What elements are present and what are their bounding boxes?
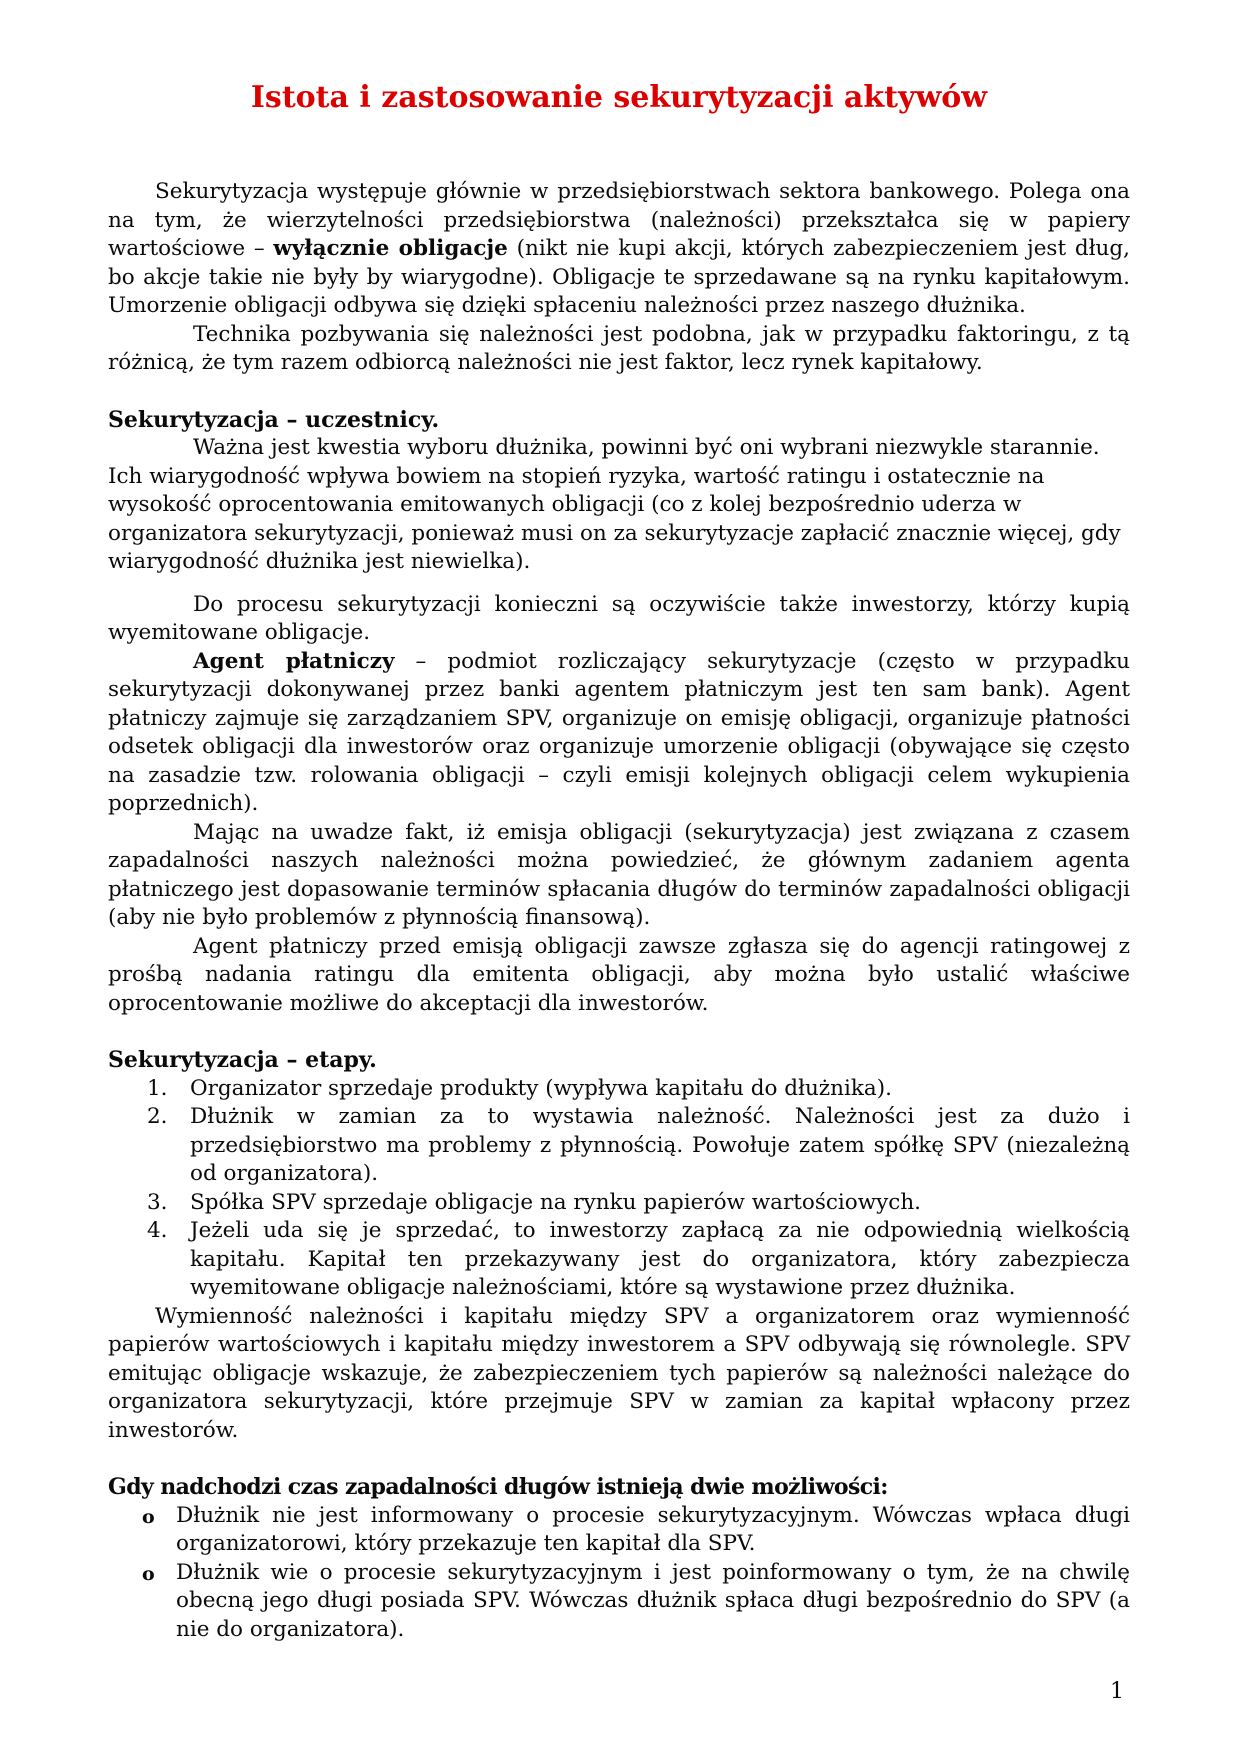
list-item-number: 4. [147,1218,168,1243]
paying-agent-bold-run: Agent płatniczy [193,648,395,674]
stages-numbered-list [108,1075,1130,1303]
participants-paragraph-1: Ważna jest kwestia wyboru dłużnika, powinni być oni wybrani niezwykle starannie. Ich wiarygodność wpływa bowiem na stopień ryzyka, wartość ratingu i ostatecznie na wysokość oprocentowania emitowanych obligacji (co z kolej bezpośrednio uderza w organizatora sekurytyzacji, ponieważ musi on za sekurytyzacje zapłacić znacznie więcej, gdy wiarygodność dłużnika jest niewielka). [108,435,1121,574]
list-item [147,1075,1130,1104]
list-item-text: Spółka SPV sprzedaje obligacje na rynku papierów wartościowych. [190,1189,922,1215]
stages-closing-paragraph: Wymienność należności i kapitału między SPV a organizatorem oraz wymienność papierów wartościowych i kapitału między inwestorem a SPV odbywają się równolegle. SPV emitując obligacje wskazuje, że zabezpieczeniem tych papierów są należności należące do organizatora sekurytyzacji, które przejmuje SPV w zamian za kapitał wpłacony przez inwestorów. [108,1303,1130,1443]
list-item [147,1103,1130,1189]
list-item-text: Dłużnik wie o procesie sekurytyzacyjnym i jest poinformowany o tym, że na chwilę obecną jego długi posiada SPV. Wówczas dłużnik spłaca długi bezpośrednio do SPV (a nie do organizatora). [176,1559,1130,1642]
section-heading-participants: Sekurytyzacja – uczestnicy. [108,406,440,433]
list-item [147,1217,1130,1303]
participants-paragraph-5: Agent płatniczy przed emisją obligacji zawsze zgłasza się do agencji ratingowej z prośbą nadania ratingu dla emitenta obligacji, aby można było ustalić właściwe oprocentowanie możliwe do akceptacji dla inwestorów. [108,933,1130,1016]
paying-agent-text: – podmiot rozliczający sekurytyzacje (często w przypadku sekurytyzacji dokonywanej przez banki agentem płatniczym jest ten sam bank). Agent płatniczy zajmuje się zarządzaniem SPV, organizuje on emisję obligacji, organizuje płatności odsetek obligacji dla inwestorów oraz organizuje umorzenie obligacji (obywające się często na zasadzie tzw. rolowania obligacji – czyli emisji kolejnych obligacji celem wykupienia poprzednich). [108,648,1130,816]
list-item [142,1502,1130,1559]
page-number: 1 [1110,1679,1124,1704]
participants-paragraph-2: Do procesu sekurytyzacji konieczni są oczywiście także inwestorzy, którzy kupią wyemitowane obligacje. [108,591,1130,645]
participants-paragraph-4: Mając na uwadze fakt, iż emisja obligacji (sekurytyzacja) jest związana z czasem zapadalności naszych należności można powiedzieć, że głównym zadaniem agenta płatniczego jest dopasowanie terminów spłacania długów do terminów zapadalności obligacji (aby nie było problemów z płynnością finansową). [108,819,1130,930]
list-item-number: 3. [147,1189,168,1215]
bullet-marker: o [142,1562,155,1585]
list-item-number: 1. [147,1075,168,1101]
intro-p1-text-after: (nikt nie kupi akcji, których zabezpieczeniem jest dług, bo akcje takie nie były by wiarygodne). Obligacje te sprzedawane są na rynku kapitałowym. Umorzenie obligacji odbywa się dzięki spłaceniu należności przez naszego dłużnika. [108,236,1131,318]
list-item-number: 2. [147,1104,168,1129]
list-item-text: Jeżeli uda się je sprzedać, to inwestorzy zapłacą za nie odpowiednią wielkością kapitału. Kapitał ten przekazywany jest do organizatora, który zabezpiecza wyemitowane obligacje należnościami, które są wystawione przez dłużnika. [190,1218,1130,1300]
list-item [147,1189,1130,1218]
bullet-marker: o [142,1505,155,1528]
intro-paragraph-1 [108,178,1130,321]
maturity-bullet-list [108,1502,1130,1645]
section-heading-maturity: Gdy nadchodzi czas zapadalności długów istnieją dwie możliwości: [108,1474,888,1500]
intro-p1-text-before: Sekurytyzacja występuje głównie w przedsiębiorstwach sektora bankowego. Polega ona na tym, że wierzytelności przedsiębiorstwa (należności) przekształca się w papiery wartościowe – [108,179,1130,261]
list-item-text: Organizator sprzedaje produkty (wypływa kapitału do dłużnika). [190,1075,892,1101]
participants-paragraph-3 [108,648,1130,819]
section-heading-stages: Sekurytyzacja – etapy. [108,1047,377,1073]
list-item-text: Dłużnik w zamian za to wystawia należność. Należności jest za dużo i przedsiębiorstwo ma problemy z płynnością. Powołuje zatem spółkę SPV (niezależną od organizatora). [190,1104,1130,1186]
list-item [142,1559,1130,1645]
page-title: Istota i zastosowanie sekurytyzacji aktywów [250,80,988,115]
list-item-text: Dłużnik nie jest informowany o procesie sekurytyzacyjnym. Wówczas wpłaca długi organizatorowi, który przekazuje ten kapitał dla SPV. [176,1502,1130,1556]
intro-paragraph-2: Technika pozbywania się należności jest podobna, jak w przypadku faktoringu, z tą różnicą, że tym razem odbiorcą należności nie jest faktor, lecz rynek kapitałowy. [108,321,1130,375]
intro-p1-bold-run: wyłącznie obligacje [273,236,508,261]
